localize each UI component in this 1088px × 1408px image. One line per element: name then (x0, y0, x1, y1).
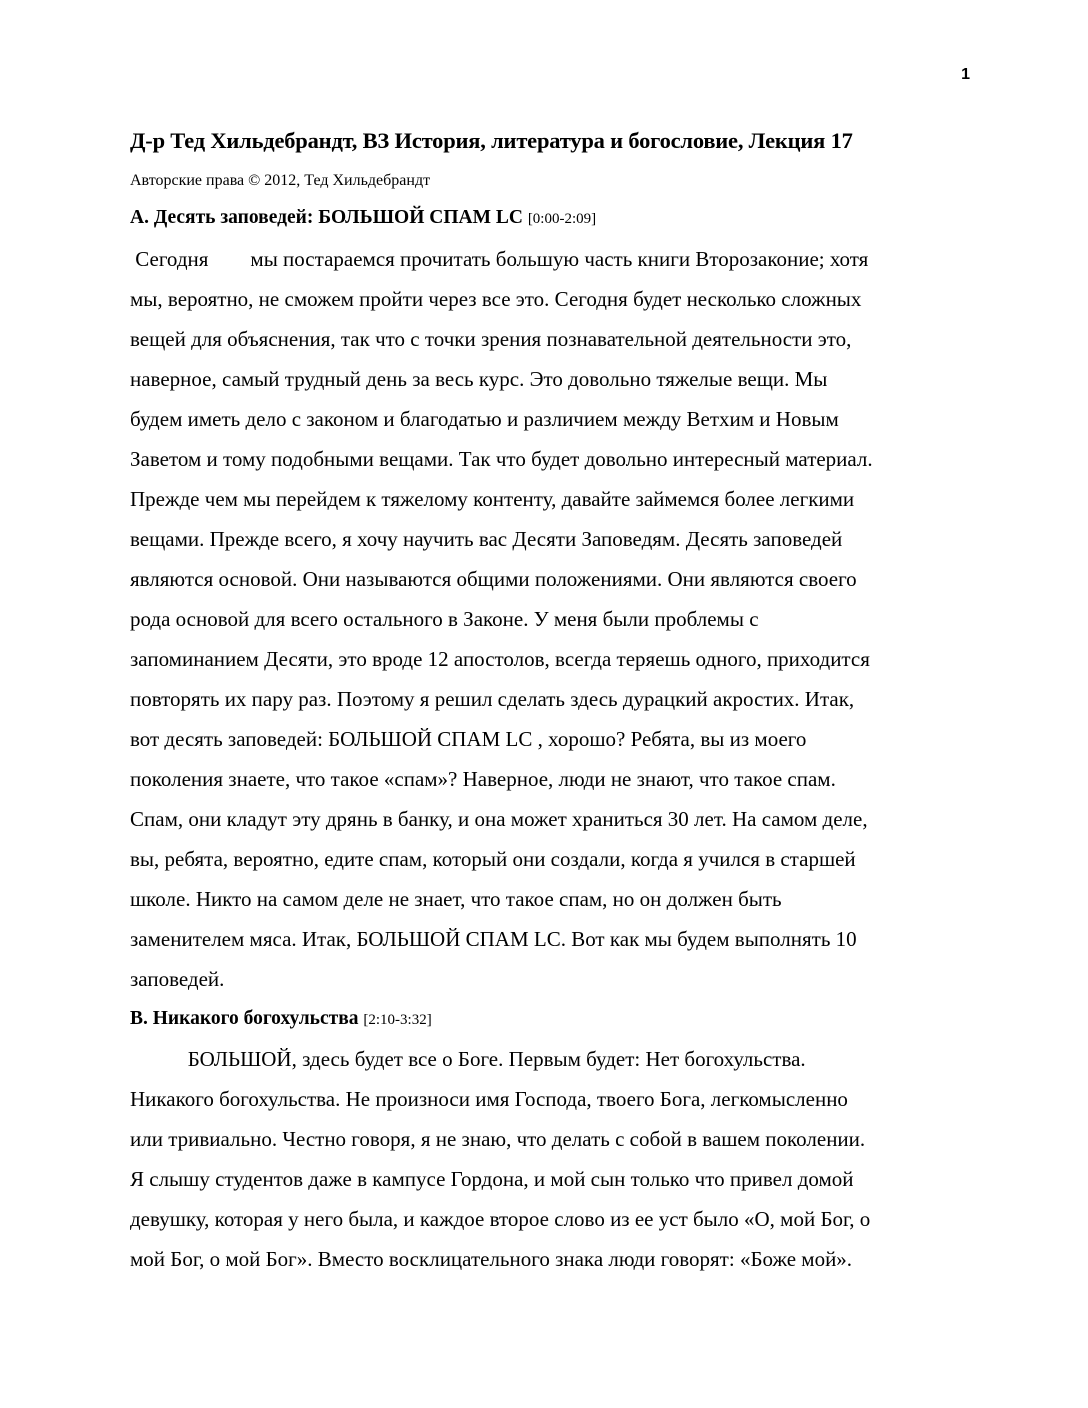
section-heading-a-text: А. Десять заповедей: БОЛЬШОЙ СПАМ LC (130, 207, 523, 228)
section-b-body (130, 1039, 970, 1279)
document-title: Д-р Тед Хильдебрандт, ВЗ История, литература и богословие, Лекция 17 (130, 128, 853, 153)
text-line: Никакого богохульства. Не произноси имя Господа, твоего Бога, легкомысленно (130, 1087, 848, 1111)
text-line: или тривиально. Честно говоря, я не знаю, что делать с собой в вашем поколении. (130, 1127, 866, 1151)
text-line: школе. Никто на самом деле не знает, что такое спам, но он должен быть (130, 887, 782, 911)
text-line: заповедей. (130, 967, 225, 991)
text-line: вот десять заповедей: БОЛЬШОЙ СПАМ LC , хорошо? Ребята, вы из моего (130, 727, 807, 751)
copyright-line: Авторские права © 2012, Тед Хильдебрандт (130, 172, 431, 189)
text-line: вы, ребята, вероятно, едите спам, который они создали, когда я учился в старшей (130, 847, 856, 871)
text-line: Прежде чем мы перейдем к тяжелому контенту, давайте займемся более легкими (130, 487, 855, 511)
text-line: вещей для объяснения, так что с точки зрения познавательной деятельности это, (130, 327, 852, 351)
section-heading-b (130, 1008, 432, 1030)
section-heading-b-text: B. Никакого богохульства (130, 1008, 359, 1029)
text-line: рода основой для всего остального в Законе. У меня были проблемы с (130, 607, 759, 631)
text-line: являются основой. Они называются общими положениями. Они являются своего (130, 567, 857, 591)
text-line: девушку, которая у него была, и каждое второе слово из ее уст было «О, мой Бог, о (130, 1207, 871, 1231)
text-line: мой Бог, о мой Бог». Вместо восклицательного знака люди говорят: «Боже мой». (130, 1247, 853, 1271)
text-line: повторять их пару раз. Поэтому я решил сделать здесь дурацкий акростих. Итак, (130, 687, 855, 711)
text-line: поколения знаете, что такое «спам»? Наверное, люди не знают, что такое спам. (130, 767, 836, 791)
text-line: БОЛЬШОЙ, здесь будет все о Боге. Первым будет: Нет богохульства. (130, 1047, 806, 1071)
section-heading-a-timecode: [0:00-2:09] (527, 211, 597, 227)
text-line: заменителем мяса. Итак, БОЛЬШОЙ СПАМ LC. Вот как мы будем выполнять 10 (130, 927, 857, 951)
text-line: мы, вероятно, не сможем пройти через все это. Сегодня будет несколько сложных (130, 287, 862, 311)
text-line: Заветом и тому подобными вещами. Так что будет довольно интересный материал. (130, 447, 873, 471)
section-heading-a (130, 207, 596, 229)
text-line: Я слышу студентов даже в кампусе Гордона, и мой сын только что привел домой (130, 1167, 854, 1191)
text-line: будем иметь дело с законом и благодатью и различием между Ветхим и Новым (130, 407, 839, 431)
text-line: Сегодня мы постараемся прочитать большую часть книги Второзаконие; хотя (130, 247, 869, 271)
text-line: Спам, они кладут эту дрянь в банку, и она может храниться 30 лет. На самом деле, (130, 807, 868, 831)
text-line: наверное, самый трудный день за весь курс. Это довольно тяжелые вещи. Мы (130, 367, 828, 391)
section-a-body (130, 239, 970, 999)
page-number: 1 (961, 66, 970, 83)
section-heading-b-timecode: [2:10-3:32] (363, 1012, 432, 1028)
text-line: запоминанием Десяти, это вроде 12 апостолов, всегда теряешь одного, приходится (130, 647, 870, 671)
text-line: вещами. Прежде всего, я хочу научить вас Десяти Заповедям. Десять заповедей (130, 527, 843, 551)
